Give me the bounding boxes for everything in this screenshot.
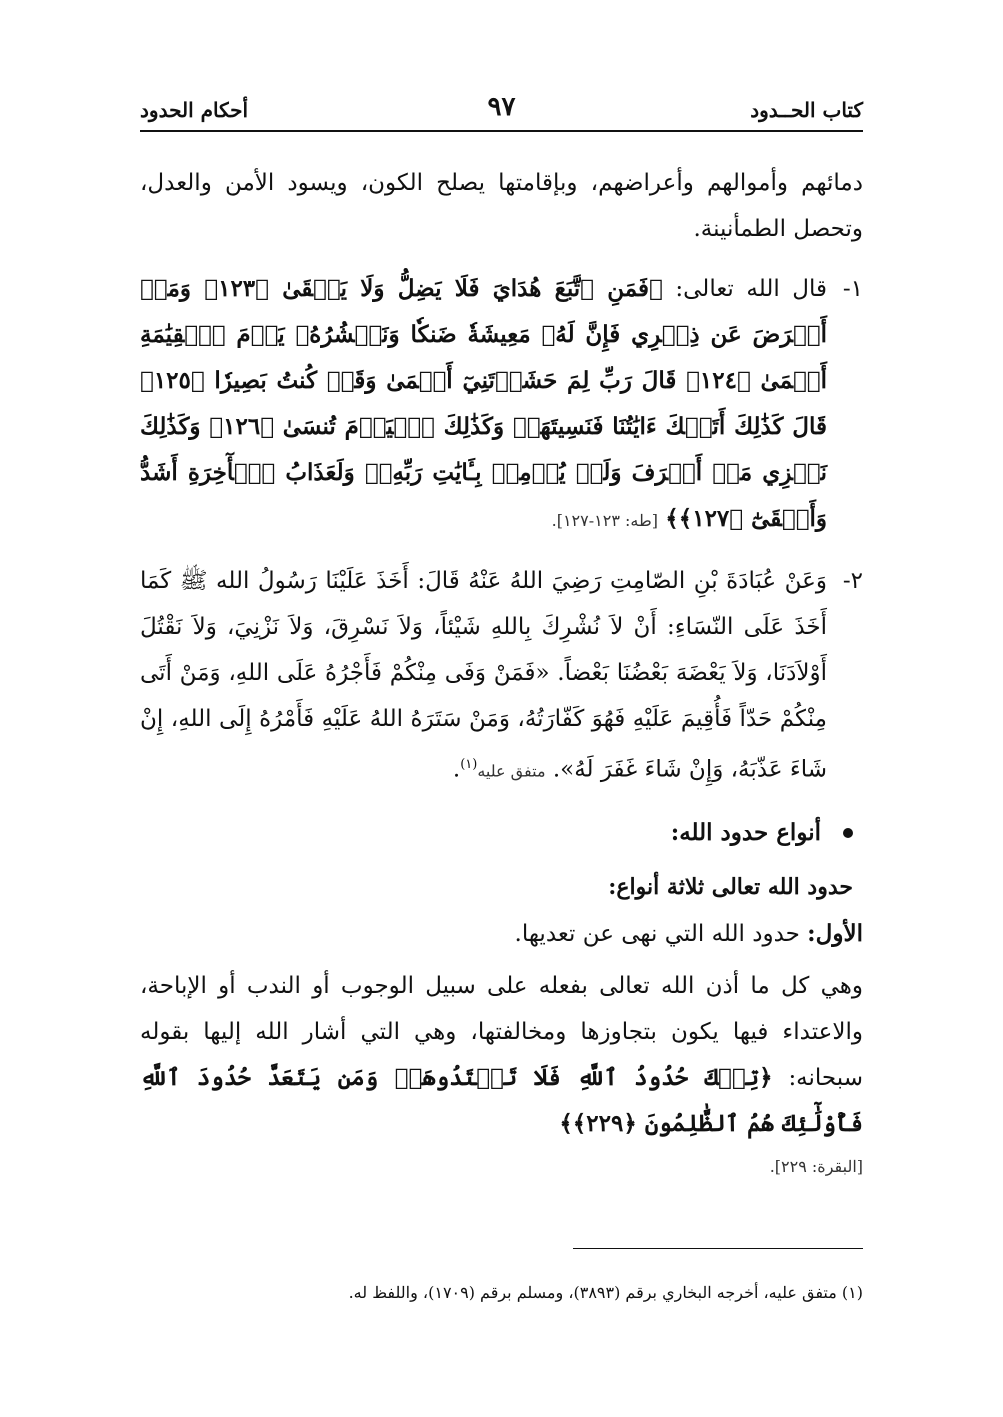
explanation-paragraph: [140, 963, 863, 1147]
item-2-text: [140, 558, 827, 795]
book-title: كتاب الحــدود: [750, 98, 863, 122]
first-label: الأول:: [807, 919, 863, 947]
section-title: أنواع حدود الله:: [670, 818, 821, 846]
verse-reference-2: [البقرة: ٢٢٩].: [769, 1156, 863, 1176]
sentence-end: .: [452, 756, 461, 783]
item-2: [140, 558, 863, 795]
main-text: [140, 160, 863, 1187]
section-subtitle: حدود الله تعالى ثلاثة أنواع:: [608, 873, 853, 900]
hadith-source: متفق عليه: [477, 761, 546, 781]
footnote-mark[interactable]: (١): [460, 757, 478, 772]
hadith-text: وَعَنْ عُبَادَةَ بْنِ الصّامِتِ رَضِيَ اللهُ عَنْهُ قَالَ: أَخَذَ عَلَيْنَا رَسُولُ الله ﷺ كَمَا أَخَذَ عَلَى النّسَاءِ: أَنْ لاَ نُشْرِكَ بِاللهِ شَيْئاً، وَلاَ نَسْرِقَ، وَلاَ نَزْنِيَ، وَلاَ نَقْتُلَ أَوْلاَدَنَا، وَلاَ يَعْضَهَ بَعْضُنَا بَعْضاً. «فَمَنْ وَفَى مِنْكُمْ فَأَجْرُهُ عَلَى اللهِ، وَمَنْ أَتَى مِنْكُمْ حَدّاً فَأُقِيمَ عَلَيْهِ فَهُوَ كَفّارَتُهُ، وَمَنْ سَتَرَهُ اللهُ عَلَيْهِ فَأَمْرُهُ إِلَى اللهِ، إِنْ شَاءَ عَذّبَهُ، وَإِنْ شَاءَ غَفَرَ لَهُ».: [140, 568, 827, 783]
first-type: [140, 911, 863, 957]
item-number: ٢-: [842, 568, 863, 594]
section-heading: [140, 809, 863, 857]
explanation-text: وهي كل ما أذن الله تعالى بفعله على سبيل الوجوب أو الندب أو الإباحة، والاعتداء فيها يكون بتجاوزها ومخالفتها، وهي التي أشار الله إليها بقوله سبحانه:: [140, 972, 863, 1091]
footnote-rule: [573, 1248, 863, 1249]
header-rule: [140, 130, 863, 132]
footnote: (١) متفق عليه، أخرجه البخاري برقم (٣٨٩٣)، ومسلم برقم (١٧٠٩)، واللفظ له.: [348, 1283, 863, 1302]
first-text: حدود الله التي نهى عن تعديها.: [514, 920, 800, 947]
quran-verse-2: ﴿تِلۡكَ حُدُودُ ٱللَّهِ فَلَا تَعۡتَدُوهَاۚ وَمَن يَتَعَدَّ حُدُودَ ٱللَّهِ فَأُوْلَٰٓئِكَ هُمُ ٱلظَّٰلِمُونَ ﴿٢٢٩﴾﴾: [140, 1063, 863, 1137]
running-header: [140, 92, 863, 132]
item-1-lead: قال الله تعالى:: [675, 276, 827, 302]
verse-reference: [طه: ١٢٣-١٢٧].: [551, 511, 658, 530]
bullet-icon: [843, 828, 853, 838]
intro-paragraph: دمائهم وأموالهم وأعراضهم، وبإقامتها يصلح الكون، ويسود الأمن والعدل، وتحصل الطمأنينة.: [140, 170, 863, 242]
page-number: ٩٧: [487, 92, 516, 122]
item-1: [140, 266, 863, 544]
quran-verse: ﴿فَمَنِ ٱتَّبَعَ هُدَايَ فَلَا يَضِلُّ وَلَا يَشۡقَىٰ ﴿١٢٣﴾ وَمَنۡ أَعۡرَضَ عَن ذِكۡرِي فَإِنَّ لَهُۥ مَعِيشَةٗ ضَنكٗا وَنَحۡشُرُهُۥ يَوۡمَ ٱلۡقِيَٰمَةِ أَعۡمَىٰ ﴿١٢٤﴾ قَالَ رَبِّ لِمَ حَشَرۡتَنِيٓ أَعۡمَىٰ وَقَدۡ كُنتُ بَصِيرٗا ﴿١٢٥﴾ قَالَ كَذَٰلِكَ أَتَتۡكَ ءَايَٰتُنَا فَنَسِيتَهَاۖ وَكَذَٰلِكَ ٱلۡيَوۡمَ تُنسَىٰ ﴿١٢٦﴾ وَكَذَٰلِكَ نَجۡزِي مَنۡ أَسۡرَفَ وَلَمۡ يُؤۡمِنۢ بِـَٔايَٰتِ رَبِّهِۦۚ وَلَعَذَابُ ٱلۡأٓخِرَةِ أَشَدُّ وَأَبۡقَىٰٓ ﴿١٢٧﴾﴾: [140, 275, 827, 532]
chapter-title: أحكام الحدود: [140, 98, 249, 122]
item-number: ١-: [842, 276, 863, 302]
item-1-text: [140, 266, 827, 544]
